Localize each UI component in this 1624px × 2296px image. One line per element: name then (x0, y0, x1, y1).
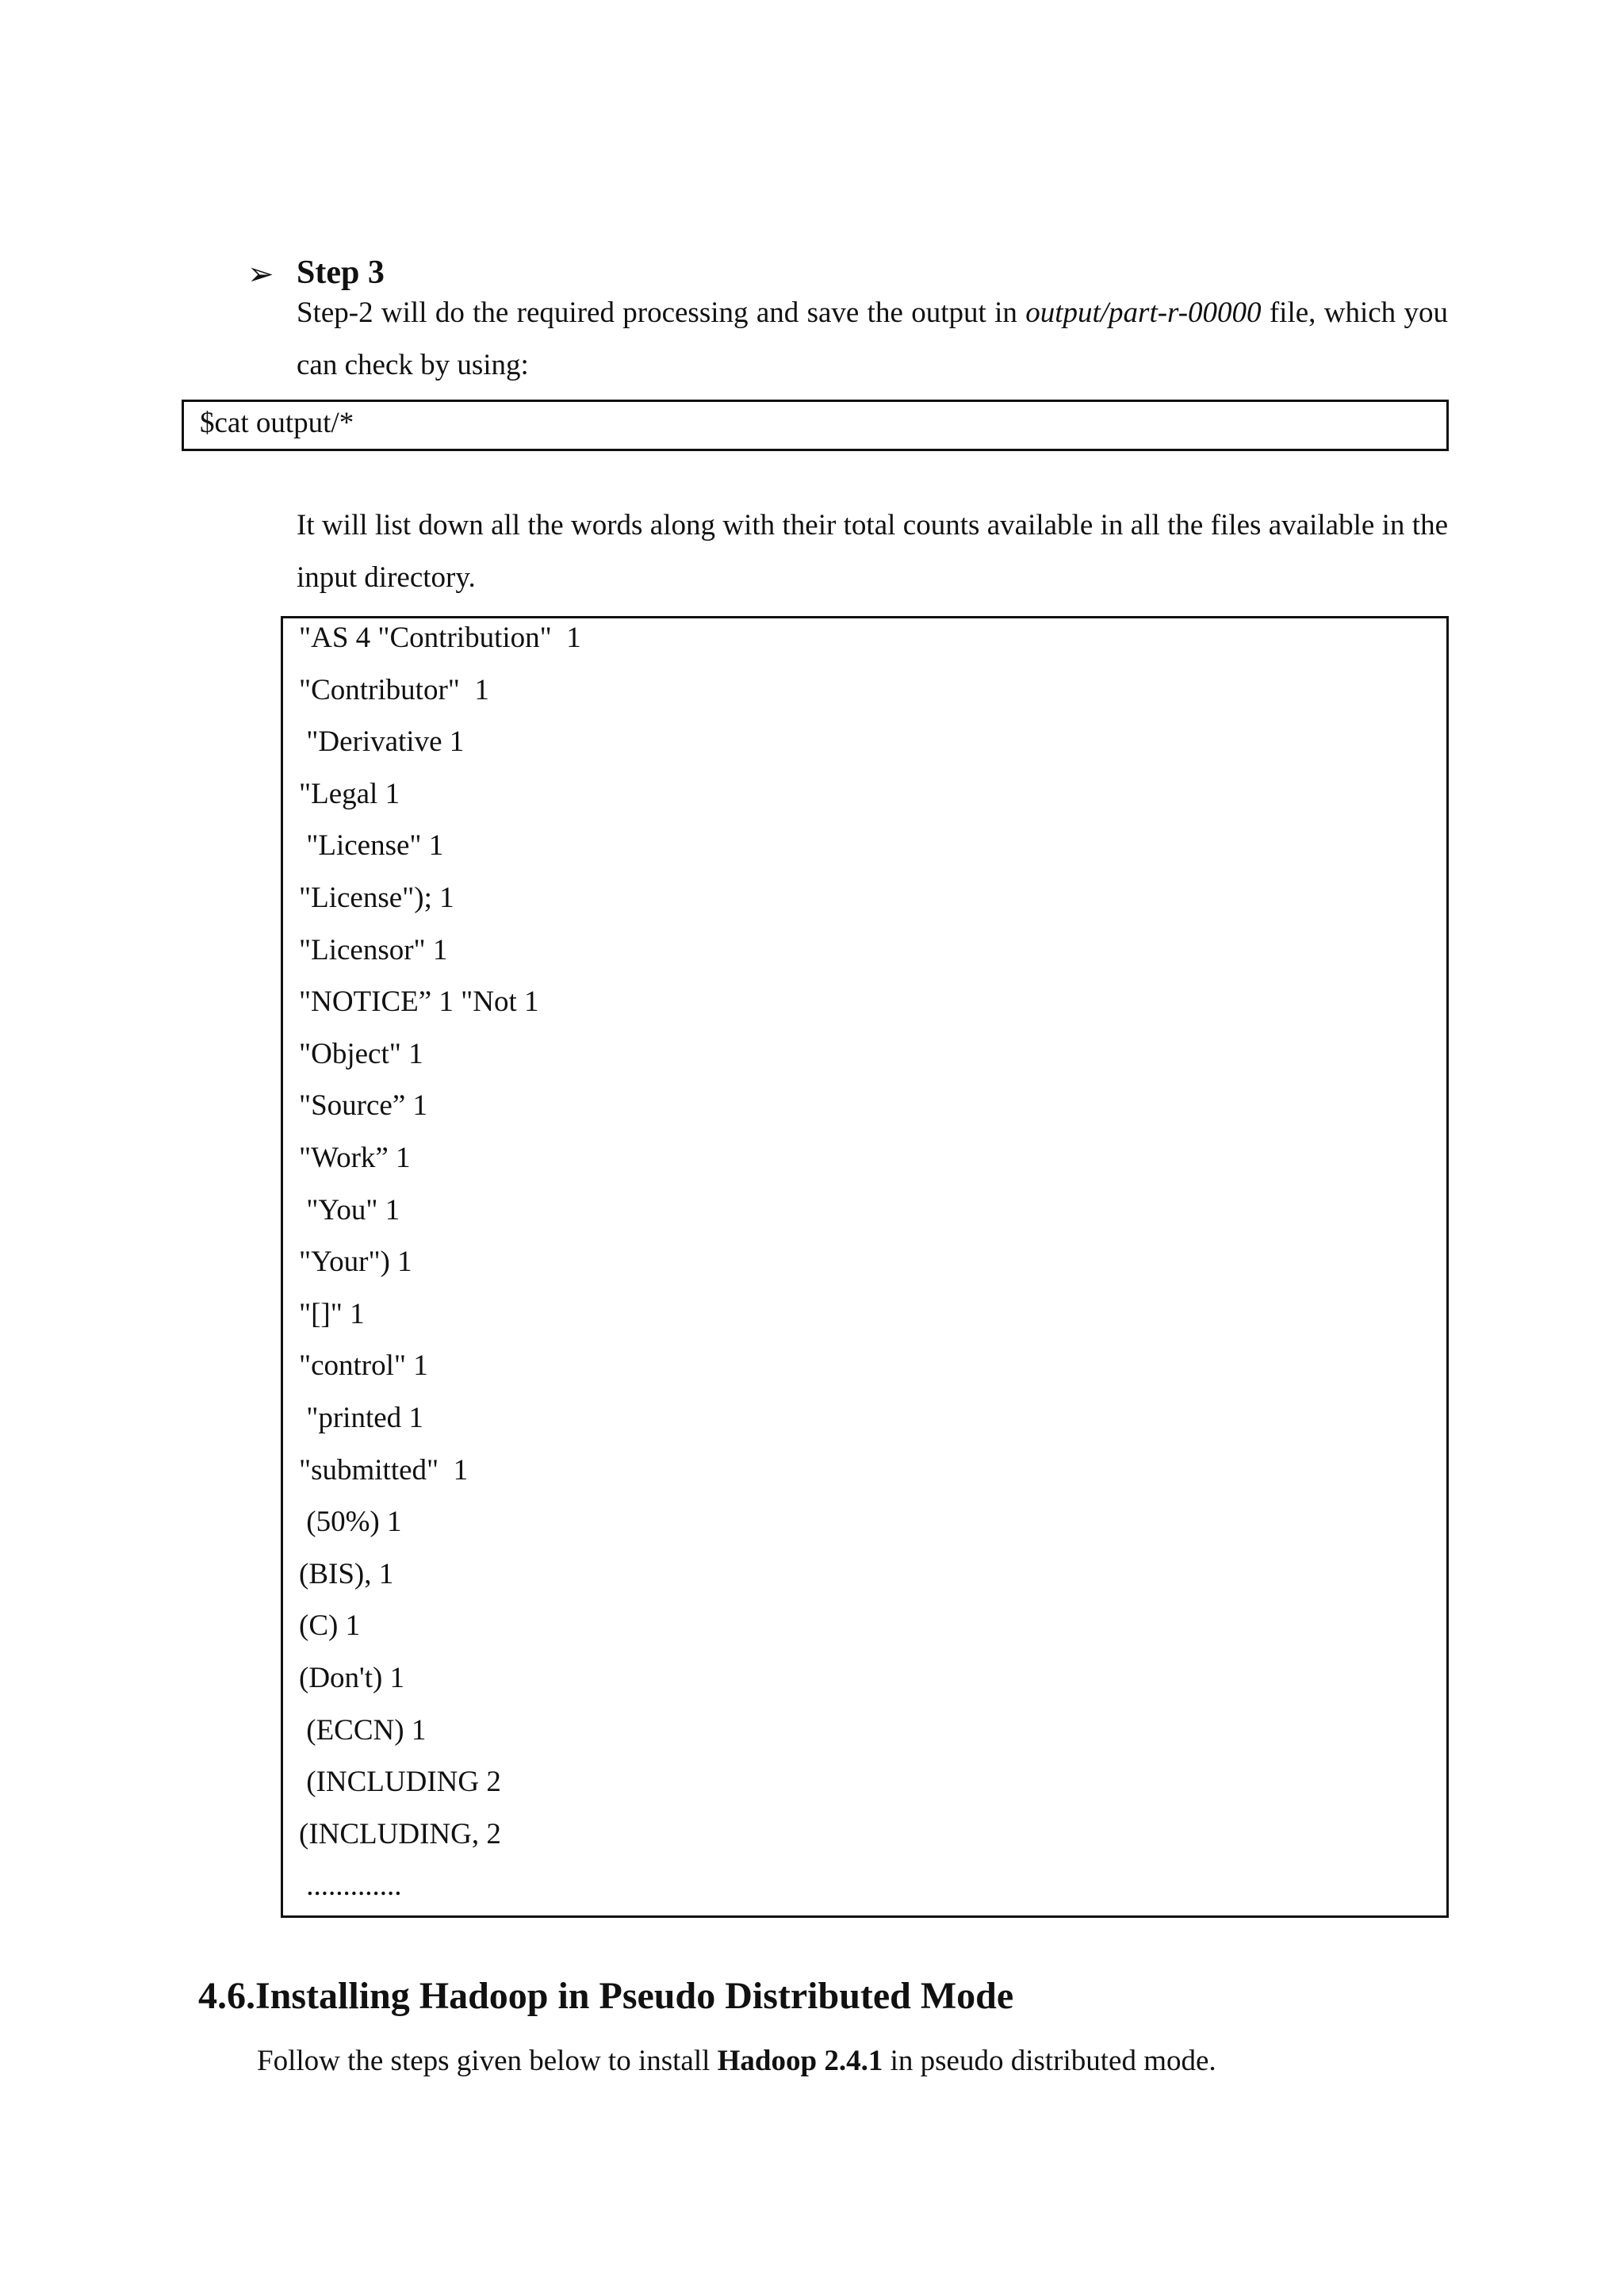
output-line: "Legal 1 (299, 777, 400, 810)
output-line: (Don't) 1 (299, 1662, 405, 1694)
command-text: $cat output/* (200, 407, 354, 439)
output-line: "License"); 1 (299, 882, 454, 914)
output-line: (ECCN) 1 (299, 1713, 427, 1747)
output-file-path: output/part-r-00000 (1025, 297, 1262, 329)
step-heading: Step 3 (297, 254, 385, 291)
hadoop-version: Hadoop 2.4.1 (717, 2045, 883, 2077)
output-line: "License" 1 (299, 829, 444, 863)
section-paragraph-text-end: in pseudo distributed mode. (883, 2045, 1216, 2077)
section-paragraph-text: Follow the steps given below to install (257, 2045, 718, 2077)
output-line: "AS 4 "Contribution" 1 (299, 622, 581, 654)
command-box (182, 400, 1449, 451)
output-line: (INCLUDING, 2 (299, 1817, 501, 1850)
output-line: "Work” 1 (299, 1142, 411, 1174)
output-line: "printed 1 (299, 1402, 423, 1434)
output-line: "submitted" 1 (299, 1453, 469, 1487)
output-line: (C) 1 (299, 1609, 361, 1643)
output-line: "Object" 1 (299, 1037, 423, 1070)
step-paragraph (297, 287, 1448, 392)
output-line: "Derivative 1 (299, 725, 465, 759)
output-line: (INCLUDING 2 (299, 1766, 501, 1799)
output-line: "Contributor" 1 (299, 673, 489, 706)
output-description: It will list down all the words along with their total counts available in all the files available in the input directory. (297, 509, 1448, 594)
output-listing-box (281, 616, 1449, 1918)
output-line: "You" 1 (299, 1193, 400, 1226)
step-paragraph-text-end: file, which you can check by using: (297, 297, 1448, 381)
section-number: 4.6. (198, 1975, 255, 2017)
output-line: ............. (299, 1869, 402, 1903)
step-paragraph-text: Step-2 will do the required processing and save the output in (297, 297, 1026, 329)
output-line: (50%) 1 (299, 1506, 402, 1539)
output-line: "control" 1 (299, 1349, 428, 1383)
section-title: Installing Hadoop in Pseudo Distributed Mode (255, 1975, 1014, 2017)
output-line: (BIS), 1 (299, 1557, 394, 1590)
section-paragraph (257, 2041, 1216, 2082)
output-line: "NOTICE” 1 "Not 1 (299, 985, 539, 1019)
output-line: "[]" 1 (299, 1297, 365, 1330)
output-line: "Your") 1 (299, 1246, 412, 1279)
output-line: "Licensor" 1 (299, 933, 448, 966)
step-bullet-arrow-icon: ➢ (247, 256, 274, 292)
section-heading (198, 1971, 1013, 2022)
output-line: "Source” 1 (299, 1089, 428, 1123)
